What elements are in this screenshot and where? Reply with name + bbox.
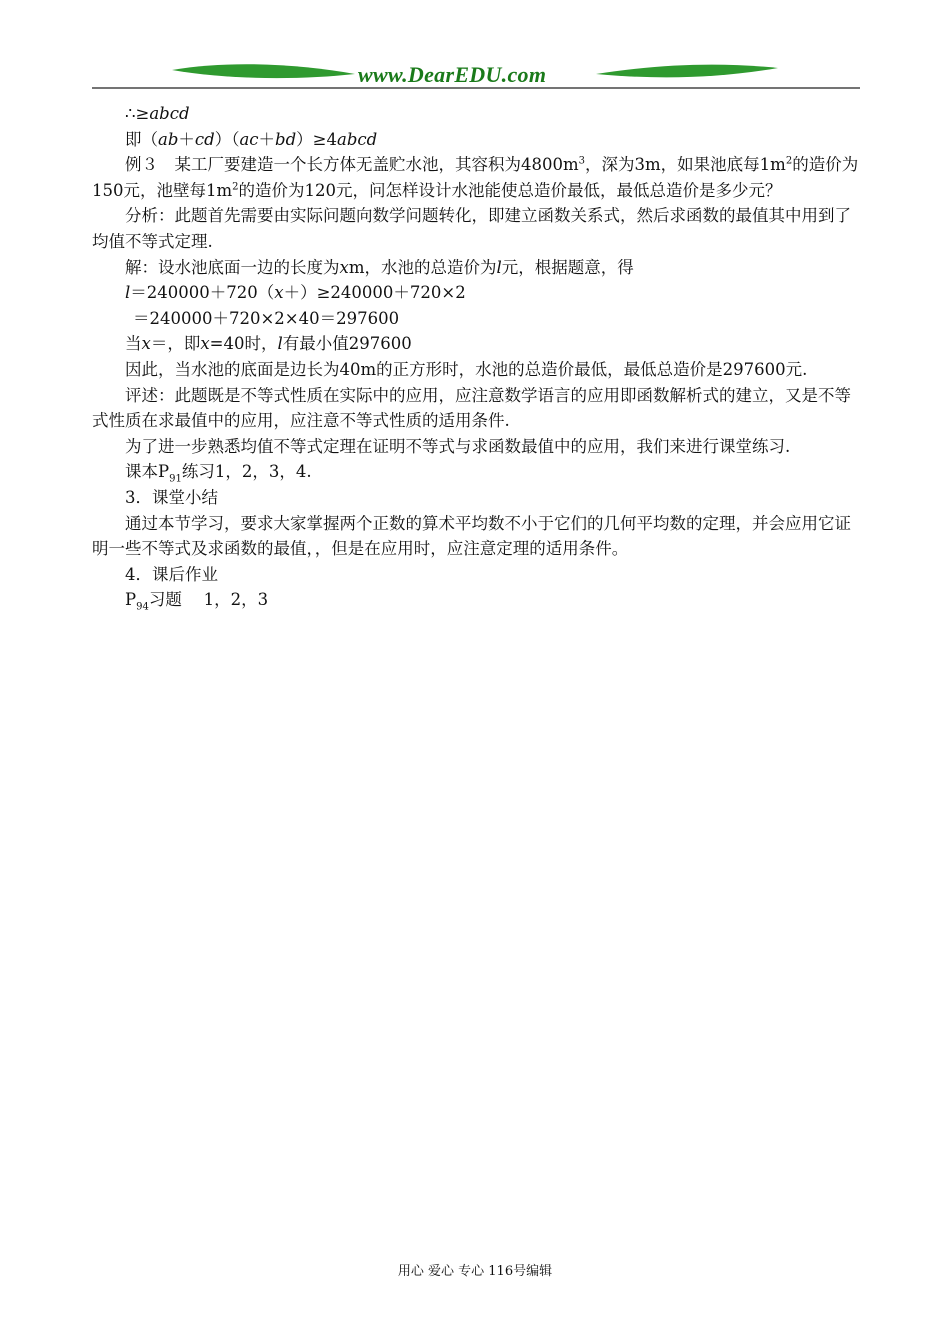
section-4-heading: 4．课后作业: [125, 564, 218, 584]
conclusion-line: ∴≥abcd: [125, 104, 190, 123]
inequality-line: 即（ab＋cd）（ac＋bd）≥4abcd: [125, 129, 378, 149]
equation-line-2: ＝240000＋720×2×40＝297600: [133, 308, 400, 328]
review-paragraph: 评述：此题既是不等式性质在实际中的应用，应注意数学语言的应用即函数解析式的建立，又是不等式性质在求最值中的应用，应注意不等式性质的适用条件.: [92, 385, 851, 431]
equation-line-1: l＝240000＋720（x＋）≥240000＋720×2: [125, 283, 466, 303]
practice-intro-paragraph: 为了进一步熟悉均值不等式定理在证明不等式与求函数最值中的应用，我们来进行课堂练习.: [125, 436, 791, 456]
page-header: [0, 0, 950, 100]
therefore-paragraph: 因此，当水池的底面是边长为40m的正方形时，水池的总造价最低，最低总造价是297600元.: [125, 359, 808, 379]
document-body: [92, 101, 860, 613]
example-3-paragraph: 例３ 某工厂要建造一个长方体无盖贮水池，其容积为$4800m^3$，深为3m，如果池底每$1m^2$的造价为150元，池壁每$1m^2$的造价为120元，问怎样设计水池能使总造价最低，最低总造价是多少元？: [92, 155, 859, 200]
analysis-paragraph: 分析：此题首先需要由实际问题向数学问题转化，即建立函数关系式，然后求函数的最值其中用到了均值不等式定理.: [92, 206, 851, 251]
section-3-heading: 3．课堂小结: [125, 487, 218, 507]
minimum-condition-line: 当x＝，即x=40时，l有最小值297600: [125, 334, 412, 354]
page-footer: 用心 爱心 专心 116号编辑: [397, 1264, 553, 1279]
homework-line: $P_{94}$习题 1，2，3: [125, 590, 269, 613]
site-logo[interactable]: www.DearEDU.com: [358, 62, 547, 87]
summary-paragraph: 通过本节学习，要求大家掌握两个正数的算术平均数不小于它们的几何平均数的定理，并会应用它证明一些不等式及求函数的最值，，但是在应用时，应注意定理的适用条件。: [92, 513, 851, 559]
solution-paragraph: 解：设水池底面一边的长度为xm，水池的总造价为l元，根据题意，得: [125, 257, 634, 277]
textbook-exercise-line: 课本$P_{91}$练习1，2，3，4.: [125, 462, 312, 485]
